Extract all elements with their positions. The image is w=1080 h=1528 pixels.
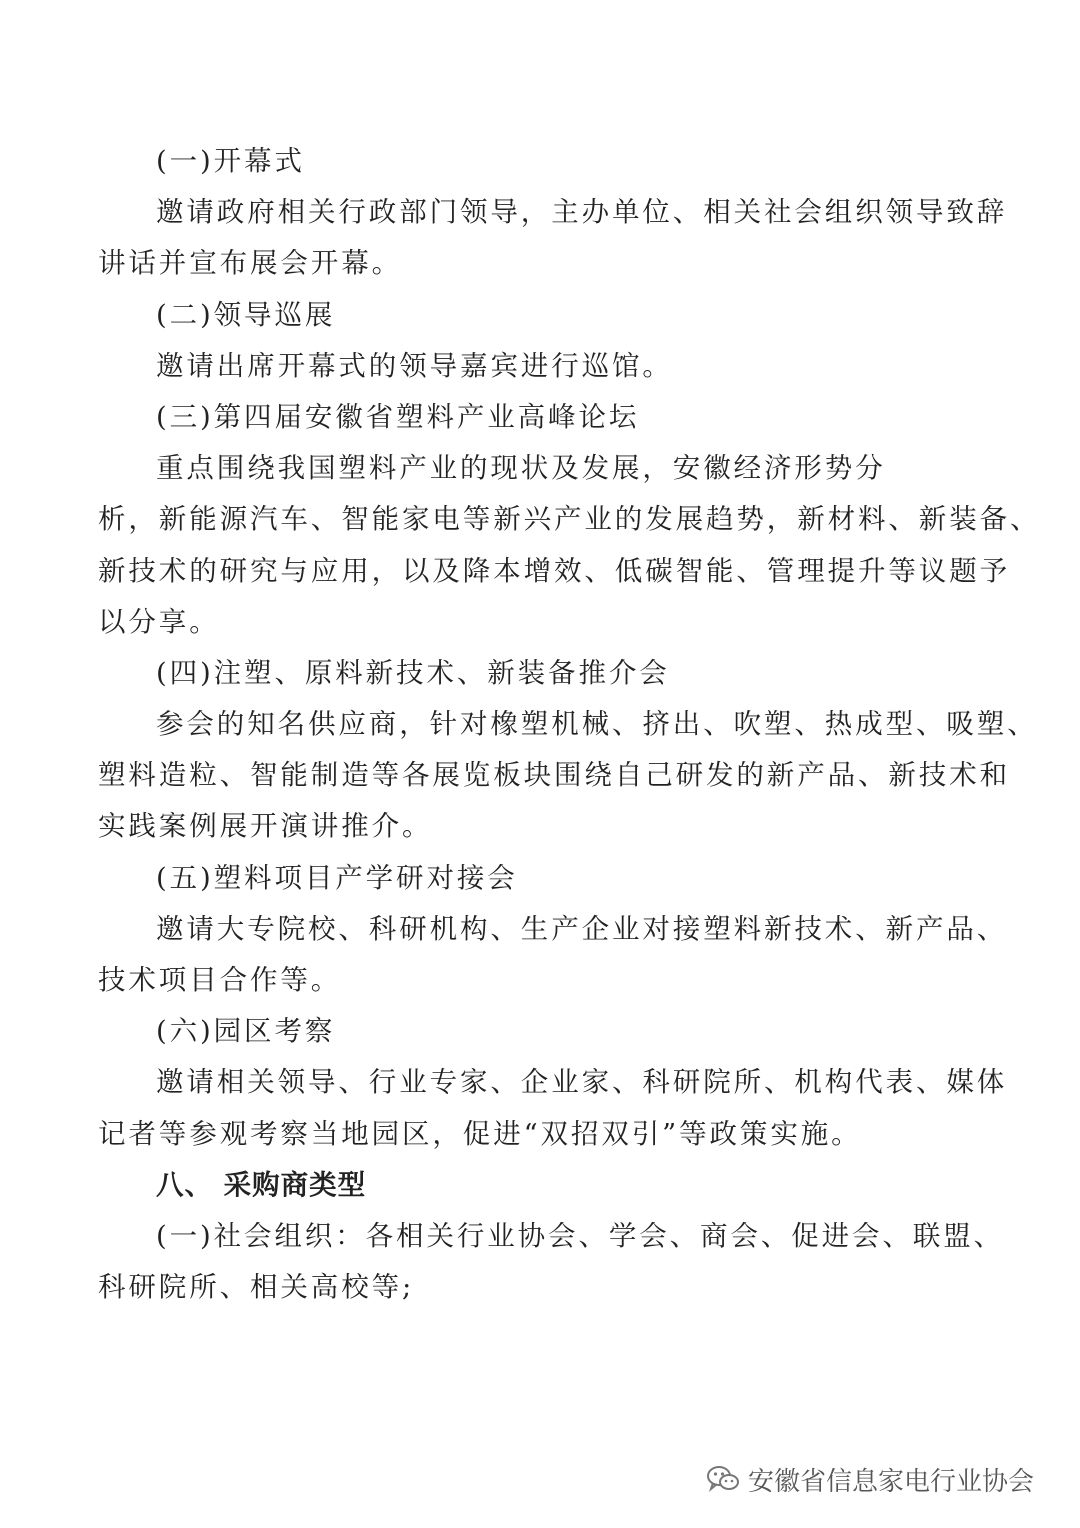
document-body [98, 136, 1041, 1313]
text-line: 以分享。 [98, 605, 220, 638]
text-line: 析，新能源汽车、智能家电等新兴产业的发展趋势，新材料、新装备、 [98, 503, 1041, 536]
text-line: 技术项目合作等。 [98, 964, 342, 996]
text-line: (二)领导巡展 [156, 298, 336, 331]
account-watermark [706, 1454, 1034, 1504]
text-line: 邀请政府相关行政部门领导，主办单位、相关社会组织领导致辞 [156, 196, 1008, 229]
watermark-text: 安徽省信息家电行业协会 [748, 1466, 1035, 1497]
text-line: 科研院所、相关高校等; [98, 1271, 415, 1304]
text-line: (五)塑料项目产学研对接会 [156, 861, 518, 894]
text-line: (三)第四届安徽省塑料产业高峰论坛 [156, 400, 640, 433]
text-line: 实践案例展开演讲推介。 [98, 810, 433, 843]
text-line: 新技术的研究与应用，以及降本增效、低碳智能、管理提升等议题予 [98, 554, 1010, 587]
text-line: 重点围绕我国塑料产业的现状及发展，安徽经济形势分 [156, 452, 886, 485]
text-line: 塑料造粒、智能制造等各展览板块围绕自己研发的新产品、新技术和 [98, 759, 1010, 792]
text-line: (六)园区考察 [156, 1015, 336, 1048]
text-line: 记者等参观考察当地园区，促进“双招双引”等政策实施。 [98, 1117, 862, 1150]
text-line: 参会的知名供应商，针对橡塑机械、挤出、吹塑、热成型、吸塑、 [156, 708, 1038, 741]
text-line: 邀请相关领导、行业专家、企业家、科研院所、机构代表、媒体 [156, 1066, 1008, 1099]
text-line: (一)社会组织：各相关行业协会、学会、商会、促进会、联盟、 [156, 1219, 1005, 1252]
text-line: (四)注塑、原料新技术、新装备推介会 [156, 656, 670, 689]
text-line: 讲话并宣布展会开幕。 [98, 247, 402, 280]
wechat-icon [706, 1464, 740, 1494]
text-line: 邀请大专院校、科研机构、生产企业对接塑料新技术、新产品、 [156, 912, 1008, 945]
text-line: 邀请出席开幕式的领导嘉宾进行巡馆。 [156, 349, 673, 382]
text-line: (一)开幕式 [156, 145, 305, 177]
section-heading: 八、 采购商类型 [156, 1168, 367, 1201]
